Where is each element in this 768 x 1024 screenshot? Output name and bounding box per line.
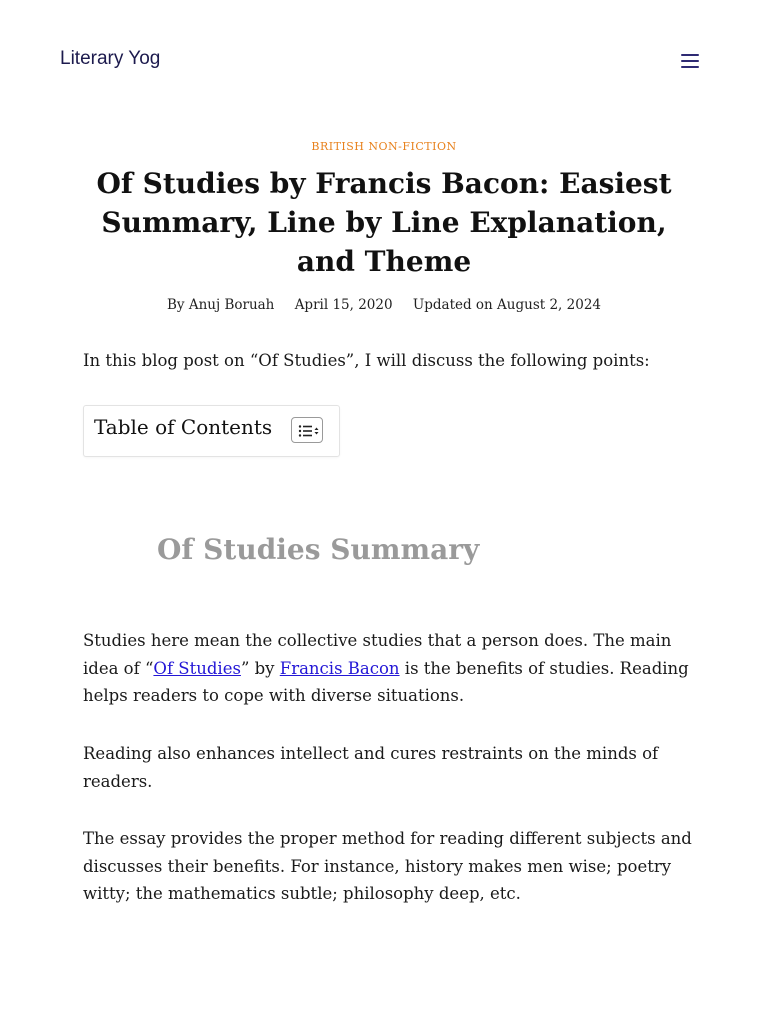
section-heading: Of Studies Summary: [157, 533, 480, 566]
list-toggle-icon: [292, 418, 324, 444]
francis-bacon-link[interactable]: Francis Bacon: [279, 658, 400, 678]
p1-text-start: Studies here mean the collective studies that a person does. The main idea of “: [83, 631, 672, 678]
hamburger-menu-icon: [678, 50, 702, 72]
summary-paragraph-3: The essay provides the proper method for reading different subjects and discusses their benefits. For instance, history makes men wise; poetry witty; the mathematics subtle; philosophy deep, etc.: [83, 829, 692, 903]
post-author[interactable]: By Anuj Boruah: [166, 297, 275, 313]
menu-button[interactable]: [678, 50, 702, 72]
summary-paragraph-1: [83, 627, 693, 710]
site-title-link[interactable]: Literary Yog: [60, 48, 161, 69]
post-date: April 15, 2020: [294, 297, 393, 313]
category-link[interactable]: BRITISH NON-FICTION: [311, 140, 457, 153]
toc-title: Table of Contents: [94, 415, 273, 439]
intro-text: In this blog post on “Of Studies”, I will discuss the following points:: [83, 351, 650, 370]
summary-paragraph-2: Reading also enhances intellect and cures restraints on the minds of readers.: [83, 744, 659, 791]
p1-text-middle: ” by: [240, 658, 280, 678]
post-updated: Updated on August 2, 2024: [412, 297, 601, 313]
toc-toggle-button[interactable]: [291, 417, 323, 443]
post-meta: [0, 297, 768, 313]
post-title: Of Studies by Francis Bacon: Easiest Summary, Line by Line Explanation, and Theme: [96, 167, 672, 278]
site-header: [0, 0, 768, 120]
table-of-contents: [83, 405, 340, 457]
of-studies-link[interactable]: Of Studies: [153, 658, 241, 678]
p1-text-end: is the benefits of studies. Reading helps readers to cope with diverse situations.: [83, 658, 689, 705]
